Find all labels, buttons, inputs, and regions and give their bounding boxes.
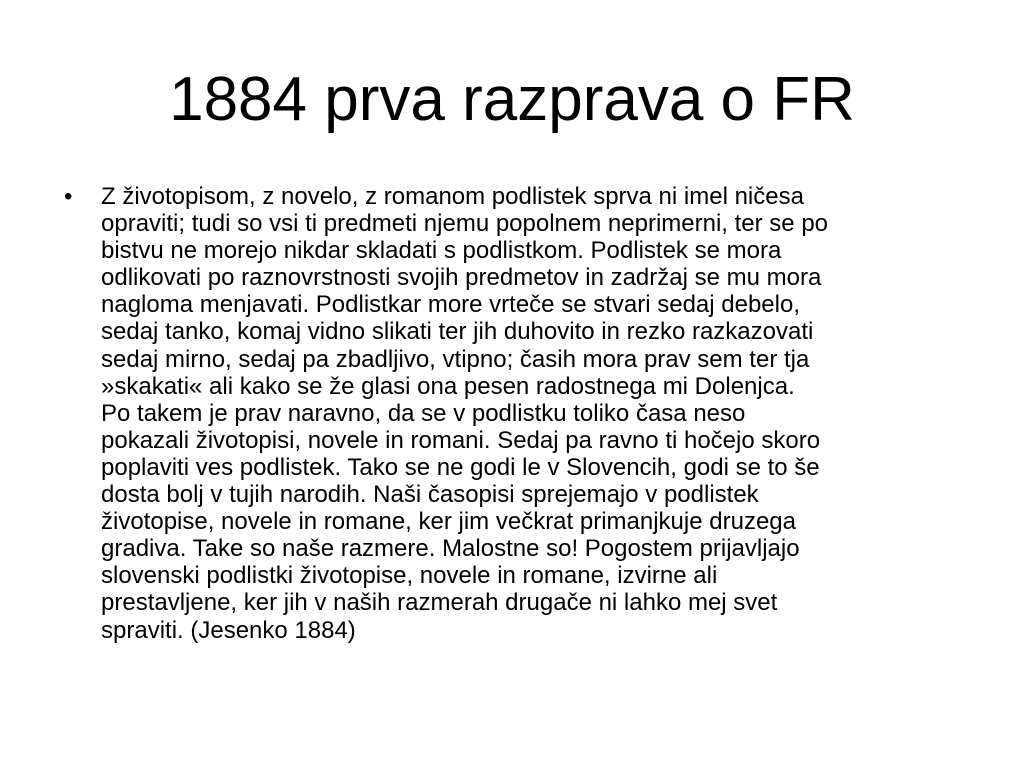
- quote-paragraph: Z životopisom, z novelo, z romanom podlistek sprva ni imel ničesa opraviti; tudi so vsi ti predmeti njemu popolnem neprimerni, ter se po bistvu ne morejo nikdar skladati s podlistkom. Podlistek se mora odlikovati po raznovrstnosti svojih predmetov in zadržaj se mu mora nagloma menjavati. Podlistkar more vrteče se stvari sedaj debelo, sedaj tanko, komaj vidno slikati ter jih duhovito in rezko razkazovati sedaj mirno, sedaj pa zbadljivo, vtipno; časih mora prav sem ter tja »skakati« ali kako se že glasi ona pesen radostnega mi Dolenjca. Po takem je prav naravno, da se v podlistku toliko časa neso pokazali životopisi, novele in romani. Sedaj pa ravno ti hočejo skoro poplaviti ves podlistek. Tako se ne godi le v Slovencih, godi se to še dosta bolj v tujih narodih. Naši časopisi sprejemajo v podlistek životopise, novele in romane, ker jim večkrat primanjkuje druzega gradiva. Take so naše razmere. Malostne so! Pogostem prijavljajo slovenski podlistki životopise, novele in romane, izvirne ali prestavljene, ker jih v naših razmerah drugače ni lahko mej svet spraviti. (Jesenko 1884): [101, 183, 829, 644]
- slide-body: [64, 183, 984, 644]
- bullet-icon: •: [64, 183, 73, 210]
- slide-title: 1884 prva razprava o FR: [169, 65, 855, 134]
- bullet-item: [64, 183, 984, 644]
